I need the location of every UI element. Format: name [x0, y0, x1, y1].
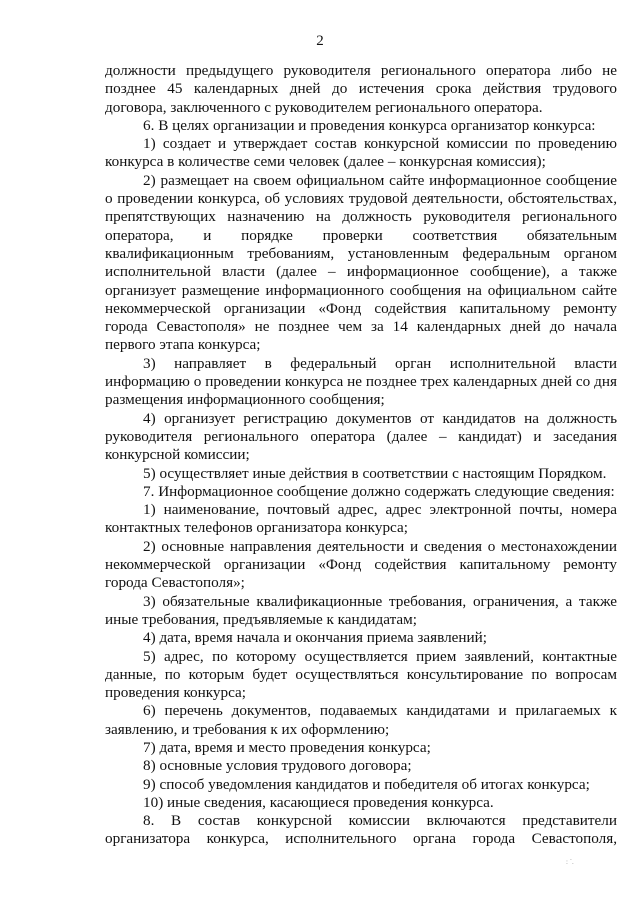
paragraph-7-6: 6) перечень документов, подаваемых кандидатами и прилагаемых к заявлению, и требования к их оформлению; — [105, 702, 617, 738]
paragraph-continuation: должности предыдущего руководителя регионального оператора либо не позднее 45 календарных дней до истечения срока действия трудового договора, заключенного с руководителем регионального оператора. — [105, 62, 617, 116]
paragraph-7-4: 4) дата, время начала и окончания приема заявлений; — [143, 629, 487, 647]
paragraph-item-7: 7. Информационное сообщение должно содержать следующие сведения: — [143, 482, 615, 500]
paragraph-7-2: 2) основные направления деятельности и сведения о местонахождении некоммерческой организации «Фонд содействия капитальному ремонту города Севастополя»; — [105, 537, 617, 592]
paragraph-6-2: 2) размещает на своем официальном сайте информационное сообщение о проведении конкурса, об условиях трудовой деятельности, обстоятельствах, препятствующих назначению на должность руководителя регионального оператора, и порядке проверки соответствия обязательным квалификационным требованиям, установленным федеральным органом исполнительной власти (далее – информационное сообщение), а также организует размещение информационного сообщения на официальном сайте некоммерческой организации «Фонд содействия капитальному ремонту города Севастополя» не позднее чем за 14 календарных дней до начала первого этапа конкурса; — [105, 171, 617, 354]
paragraph-item-8: 8. В состав конкурсной комиссии включаются представители организатора конкурса, исполнительного органа города Севастополя, — [105, 812, 617, 848]
paragraph-6-4: 4) организует регистрацию документов от кандидатов на должность руководителя регионального оператора (далее – кандидат) и заседания конкурсной комиссии; — [105, 409, 617, 464]
paragraph-6-3: 3) направляет в федеральный орган исполнительной власти информацию о проведении конкурса не позднее трех календарных дней со дня размещения информационного сообщения; — [105, 354, 617, 409]
paragraph-7-1: 1) наименование, почтовый адрес, адрес электронной почты, номера контактных телефонов организатора конкурса; — [105, 501, 617, 537]
paragraph-item-6: 6. В целях организации и проведения конкурса организатор конкурса: — [143, 116, 596, 134]
paragraph-7-3: 3) обязательные квалификационные требования, ограничения, а также иные требования, предъявляемые к кандидатам; — [105, 592, 617, 628]
paragraph-7-5: 5) адрес, по которому осуществляется прием заявлений, контактные данные, по которым будет осуществляться консультирование по вопросам проведения конкурса; — [105, 647, 617, 702]
paragraph-6-1: 1) создает и утверждает состав конкурсной комиссии по проведению конкурса в количестве семи человек (далее – конкурсная комиссия); — [105, 135, 617, 171]
paragraph-7-9: 9) способ уведомления кандидатов и победителя об итогах конкурса; — [143, 775, 590, 793]
page-number: 2 — [316, 33, 324, 49]
paragraph-6-5: 5) осуществляет иные действия в соответствии с настоящим Порядком. — [143, 464, 607, 482]
paragraph-7-8: 8) основные условия трудового договора; — [143, 757, 412, 775]
scan-corner-marks: : `. — [566, 858, 574, 866]
document-body — [105, 62, 617, 849]
paragraph-7-7: 7) дата, время и место проведения конкурса; — [143, 738, 431, 756]
paragraph-7-10: 10) иные сведения, касающиеся проведения конкурса. — [143, 793, 494, 811]
